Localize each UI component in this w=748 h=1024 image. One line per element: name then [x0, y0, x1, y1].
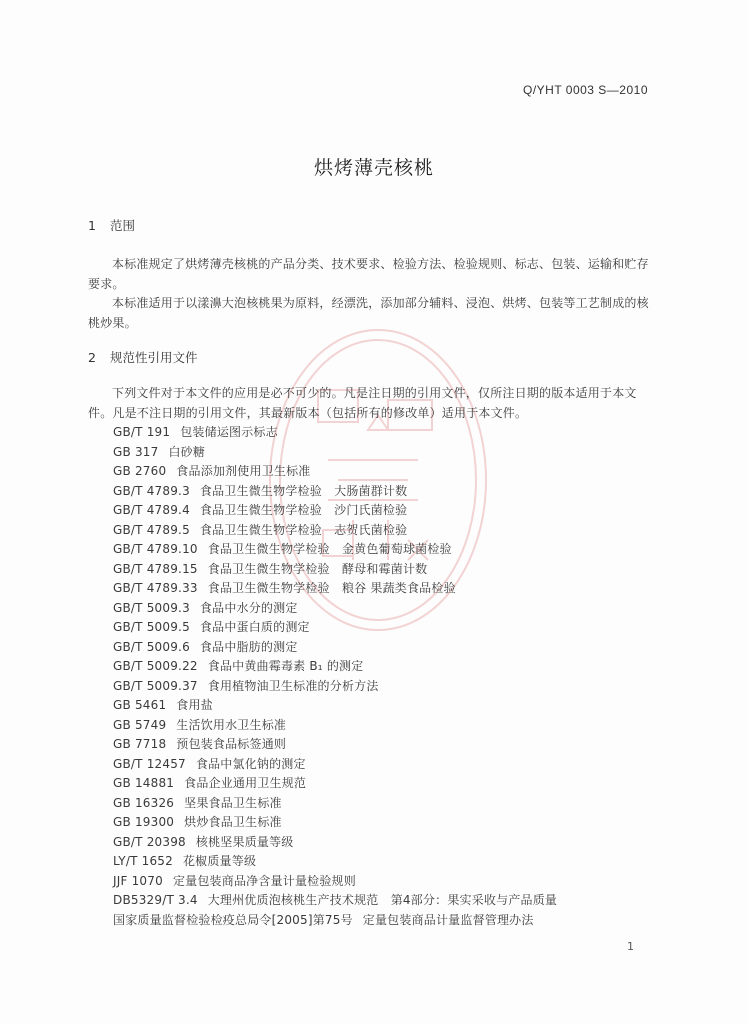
reference-title: 定量包装商品计量监督管理办法 — [362, 912, 534, 927]
reference-item — [113, 599, 557, 619]
reference-title: 食品卫生微生物学检验 酵母和霉菌计数 — [207, 561, 428, 576]
reference-title: 食品中蛋白质的测定 — [199, 620, 310, 634]
reference-item — [113, 774, 557, 794]
reference-title: 包装储运图示标志 — [180, 425, 278, 439]
reference-title: 食用植物油卫生标准的分析方法 — [207, 678, 379, 693]
reference-title: 生活饮用水卫生标准 — [176, 717, 287, 732]
reference-item — [113, 423, 557, 443]
reference-title: 食品中黄曲霉毒素 B₁ 的测定 — [207, 659, 364, 673]
reference-title: 食品中氯化钠的测定 — [195, 756, 306, 771]
reference-code: GB 317 — [113, 444, 159, 459]
reference-item — [113, 833, 557, 853]
reference-item — [113, 482, 557, 502]
reference-title: 食用盐 — [176, 698, 213, 712]
reference-item — [113, 852, 557, 872]
reference-title: 定量包装商品净含量计量检验规则 — [172, 873, 356, 888]
reference-item — [113, 735, 557, 755]
reference-code: GB/T 4789.33 — [113, 581, 198, 595]
reference-code: GB 14881 — [113, 776, 175, 790]
section-2-title: 规范性引用文件 — [109, 350, 198, 365]
reference-code: GB 7718 — [113, 737, 167, 751]
reference-title: 食品添加剂使用卫生标准 — [176, 464, 311, 478]
reference-item — [113, 794, 557, 814]
reference-code: GB/T 4789.3 — [113, 483, 190, 498]
reference-code: GB/T 12457 — [113, 756, 186, 771]
reference-code: GB/T 4789.10 — [113, 542, 198, 556]
reference-title: 食品企业通用卫生规范 — [184, 776, 307, 790]
reference-title: 食品中脂肪的测定 — [199, 639, 298, 654]
reference-list — [113, 423, 557, 930]
reference-item — [113, 677, 557, 697]
reference-code: GB/T 20398 — [113, 834, 186, 849]
reference-title: 核桃坚果质量等级 — [195, 834, 294, 849]
reference-code: DB5329/T 3.4 — [113, 893, 198, 907]
reference-item — [113, 716, 557, 736]
reference-title: 预包装食品标签通则 — [176, 737, 287, 751]
reference-code: GB 19300 — [113, 815, 175, 829]
reference-code: GB 16326 — [113, 795, 175, 810]
reference-item — [113, 443, 557, 463]
reference-code: GB/T 5009.6 — [113, 639, 190, 654]
reference-code: JJF 1070 — [113, 873, 163, 888]
reference-item — [113, 657, 557, 677]
reference-code: 国家质量监督检验检疫总局令[2005]第75号 — [113, 912, 353, 927]
reference-code: GB/T 191 — [113, 425, 171, 439]
reference-code: GB 5749 — [113, 717, 167, 732]
reference-code: GB/T 4789.4 — [113, 503, 190, 517]
reference-code: GB 2760 — [113, 464, 167, 478]
section-2-heading — [88, 348, 198, 366]
reference-code: GB/T 4789.5 — [113, 522, 190, 537]
reference-code: GB/T 5009.3 — [113, 600, 190, 615]
reference-item — [113, 696, 557, 716]
reference-title: 食品中水分的测定 — [199, 600, 298, 615]
reference-item — [113, 618, 557, 638]
reference-code: GB/T 5009.5 — [113, 620, 190, 634]
reference-item — [113, 462, 557, 482]
reference-item — [113, 501, 557, 521]
document-code: Q/YHT 0003 S—2010 — [522, 83, 648, 97]
reference-title: 花椒质量等级 — [182, 854, 257, 868]
section-1-heading — [88, 216, 135, 234]
reference-code: GB/T 4789.15 — [113, 561, 198, 576]
section-1-title: 范围 — [109, 218, 135, 233]
reference-item — [113, 813, 557, 833]
reference-item — [113, 911, 557, 931]
reference-title: 食品卫生微生物学检验 大肠菌群计数 — [199, 483, 408, 498]
reference-code: GB/T 5009.22 — [113, 659, 198, 673]
reference-item — [113, 579, 557, 599]
section-1-number: 1 — [88, 218, 96, 233]
reference-title: 烘炒食品卫生标准 — [184, 815, 282, 829]
reference-title: 白砂糖 — [168, 444, 206, 459]
section-2-number: 2 — [88, 350, 96, 365]
reference-item — [113, 638, 557, 658]
section-2-intro: 下列文件对于本文件的应用是必不可少的。凡是注日期的引用文件，仅所注日期的版本适用于本文件。凡是不注日期的引用文件，其最新版本（包括所有的修改单）适用于本文件。 — [88, 386, 637, 420]
reference-code: GB/T 5009.37 — [113, 678, 198, 693]
reference-title: 大理州优质泡核桃生产技术规范 第4部分：果实采收与产品质量 — [207, 893, 558, 907]
section-1-paragraph-2: 本标准适用于以漾濞大泡核桃果为原料，经漂洗，添加部分辅料、浸泡、烘烤、包装等工艺制成的核桃炒果。 — [88, 296, 649, 330]
section-1-paragraph-1: 本标准规定了烘烤薄壳核桃的产品分类、技术要求、检验方法、检验规则、标志、包装、运输和贮存要求。 — [88, 257, 649, 291]
reference-title: 食品卫生微生物学检验 志贺氏菌检验 — [199, 522, 408, 537]
reference-title: 食品卫生微生物学检验 金黄色葡萄球菌检验 — [207, 542, 452, 556]
reference-item — [113, 540, 557, 560]
reference-item — [113, 872, 557, 892]
reference-title: 坚果食品卫生标准 — [184, 795, 282, 810]
reference-title: 食品卫生微生物学检验 粮谷 果蔬类食品检验 — [207, 581, 456, 595]
reference-code: LY/T 1652 — [113, 854, 173, 868]
reference-code: GB 5461 — [113, 698, 167, 712]
reference-item — [113, 560, 557, 580]
reference-title: 食品卫生微生物学检验 沙门氏菌检验 — [199, 503, 408, 517]
page-title: 烘烤薄壳核桃 — [313, 157, 434, 179]
reference-item — [113, 521, 557, 541]
reference-item — [113, 755, 557, 775]
reference-item — [113, 891, 557, 911]
page-number: 1 — [627, 940, 634, 953]
